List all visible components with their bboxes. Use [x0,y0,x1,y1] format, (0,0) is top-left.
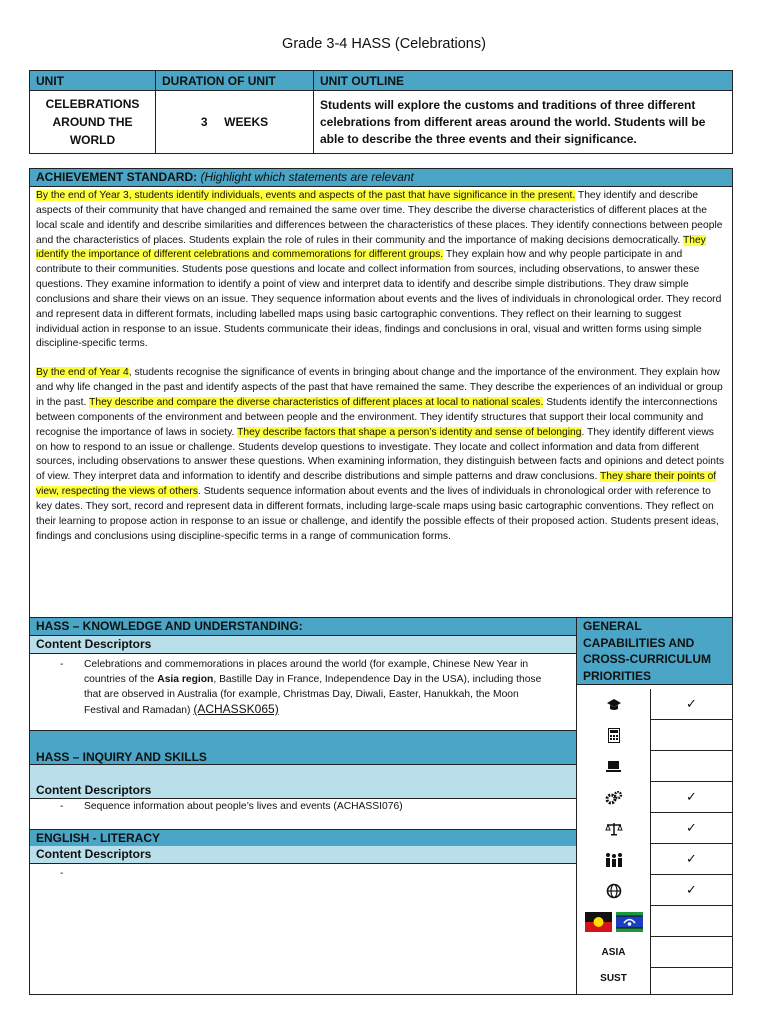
hass-inquiry-title: HASS – INQUIRY AND SKILLS [30,730,576,764]
hass-knowledge-subtitle: Content Descriptors [30,635,576,654]
numeracy-icon [577,720,650,751]
standard-text: They explain how and why people participate in and contribute to their communities. Students pose questions and locate and collect information from sources, including observations, to answer these questions. They examine information to identify a point of view and interpret data to identify and describe simple distributions. They draw simple conclusions and share their views on an issue. They sequence information about events and the lives of individuals in chronological order. They record and represent data in different formats, including labelled maps using basic cartographic conventions. They reflect on their learning to suggest individual action in response to an issue. Students communicate their ideas, findings and conclusions in oral, visual and written forms using simple discipline-specific terms. [36,249,722,350]
general-capabilities [577,618,732,994]
highlighted-statement: By the end of Year 4 [36,367,129,379]
unit-duration: 3 WEEKS [156,91,314,154]
highlighted-statement: They describe and compare the diverse characteristics of different places at local to national scales. [89,396,544,408]
hass-inquiry-subtitle: Content Descriptors [30,764,576,799]
hass-knowledge-title: HASS – KNOWLEDGE AND UNDERSTANDING: [30,618,576,635]
highlighted-statement: They describe factors that shape a person’s identity and sense of belonging [237,426,582,438]
intercultural-check[interactable]: ✓ [650,875,732,906]
ethical-check[interactable]: ✓ [650,813,732,844]
highlighted-statement: They share their points of view, respecting the views of others [36,471,717,498]
intercultural-icon [577,875,650,906]
highlighted-statement: They identify the importance of different celebrations and commemorations for different groups. [36,234,706,261]
gc-row-literacy [577,689,732,720]
highlighted-statement: By the end of Year 3, students identify individuals, events and aspects of the past that have significance in the present. [36,190,576,201]
literacy-icon [577,689,650,720]
content-descriptors-section: HASS – KNOWLEDGE AND UNDERSTANDING: Content Descriptors - Celebrations and commemorations in places around the world (for example, Chinese New Year in countries of the Asia region, Bastille Day in France, Independence Day in the USA), including those that are observed in Australia (for example, Christmas Day, Diwali, Easter, Hanukkah, the Moon Festival and Ramadan) (ACHASSK065) HASS – INQUIRY AND SKILLS Content Descriptors - Sequence information about people’s lives and events (ACHASSI076) ENGLISH - LITERACY Content Descriptors - GENERAL CAPABILITIES AND CROSS-CURRICULUM PRIORITIES ✓ ✓ ✓ ✓ ✓ ASIA SUST [29,617,733,995]
gc-row-ict [577,751,732,782]
achievement-label: ACHIEVEMENT STANDARD: [36,170,198,184]
achievement-standard [29,168,733,618]
sust-label: SUST [600,973,627,984]
year3-standard [36,189,726,352]
gc-row-intercultural [577,875,732,906]
personal-social-check[interactable]: ✓ [650,844,732,875]
standard-text: , students recognise the significance of events in bringing about change and the importance of the environment. They explain how and why life changed in the past and identify aspects of the past that have remained the same. They describe the experiences of an individual or group in the past. [36,367,723,408]
achievement-header [30,169,732,187]
gc-row-personal-social [577,844,732,875]
gc-row-numeracy [577,720,732,751]
ethical-understanding-icon [577,813,650,844]
gc-row-ethical [577,813,732,844]
ict-check[interactable] [650,751,732,782]
ict-icon [577,751,650,782]
general-capabilities-title: GENERAL CAPABILITIES AND CROSS-CURRICULUM PRIORITIES [577,618,732,685]
standard-text: They identify and describe aspects of their community that have changed and remained the same over time. They describe the diverse characteristics of different places at the local scale and identify and describe similarities and differences between the characteristics of these places. They identify connections between people and the characteristics of places. Students explain the role of rules in their community and the importance of making decisions democratically. [36,190,723,246]
list-item: - Celebrations and commemorations in places around the world (for example, Chinese New Year in countries of the Asia region, Bastille Day in France, Independence Day in the USA), including those that are observed in Australia (for example, Christmas Day, Diwali, Easter, Hanukkah, the Moon Festival and Ramadan) (ACHASSK065) [60,659,542,716]
critical-thinking-check[interactable]: ✓ [650,782,732,813]
year4-standard [36,366,726,544]
unit-table [29,70,733,154]
standard-text: Students identify the interconnections between components of the environment and between people and the environment. They identify structures that support their local community and recognise the importance of laws in society. [36,396,718,438]
personal-social-icon [577,844,650,875]
outline-header: UNIT OUTLINE [314,71,733,91]
unit-name: CELEBRATIONS AROUND THE WORLD [30,91,156,154]
gc-row-sust [577,963,732,994]
gc-row-atsi [577,906,732,937]
unit-header: UNIT [30,71,156,91]
unit-outline: Students will explore the customs and traditions of three different celebrations from different areas around the world. Students will be able to describe the three events and their significance. [314,91,733,154]
critical-thinking-icon [577,782,650,813]
literacy-check[interactable]: ✓ [650,689,732,720]
atsi-check[interactable] [650,906,732,937]
aboriginal-torres-strait-flags [577,906,650,937]
duration-header: DURATION OF UNIT [156,71,314,91]
sust-check[interactable] [650,963,732,994]
asia-label: ASIA [601,947,626,958]
english-title: ENGLISH - LITERACY [30,829,576,846]
standard-text: . Students sequence information about events and the lives of individuals in chronological order with reference to key dates. They sort, record and represent data in different formats, including large-scale maps using basic cartographic conventions. They reflect on their learning to propose action in response to an issue or challenge, and identify the possible effects of their proposed action. Students present ideas, findings and conclusions using discipline-specific terms in a range of communication forms. [36,486,719,542]
list-item: - Sequence information about people’s lives and events (ACHASSI076) [60,801,403,812]
standard-text: . They identify different views on how to respond to an issue or challenge. Students develop questions to investigate. They locate and collect information and data from different sources, including observations to answer these questions. When examining information, they distinguish between facts and opinions and detect points of view. They interpret data and information to identify and describe distributions and simple patterns and draw conclusions. [36,426,725,483]
gc-row-critical-thinking [577,782,732,813]
numeracy-check[interactable] [650,720,732,751]
english-subtitle: Content Descriptors [30,846,576,864]
achievement-note: (Highlight which statements are relevant [200,170,414,184]
page-title: Grade 3-4 HASS (Celebrations) [282,36,486,52]
